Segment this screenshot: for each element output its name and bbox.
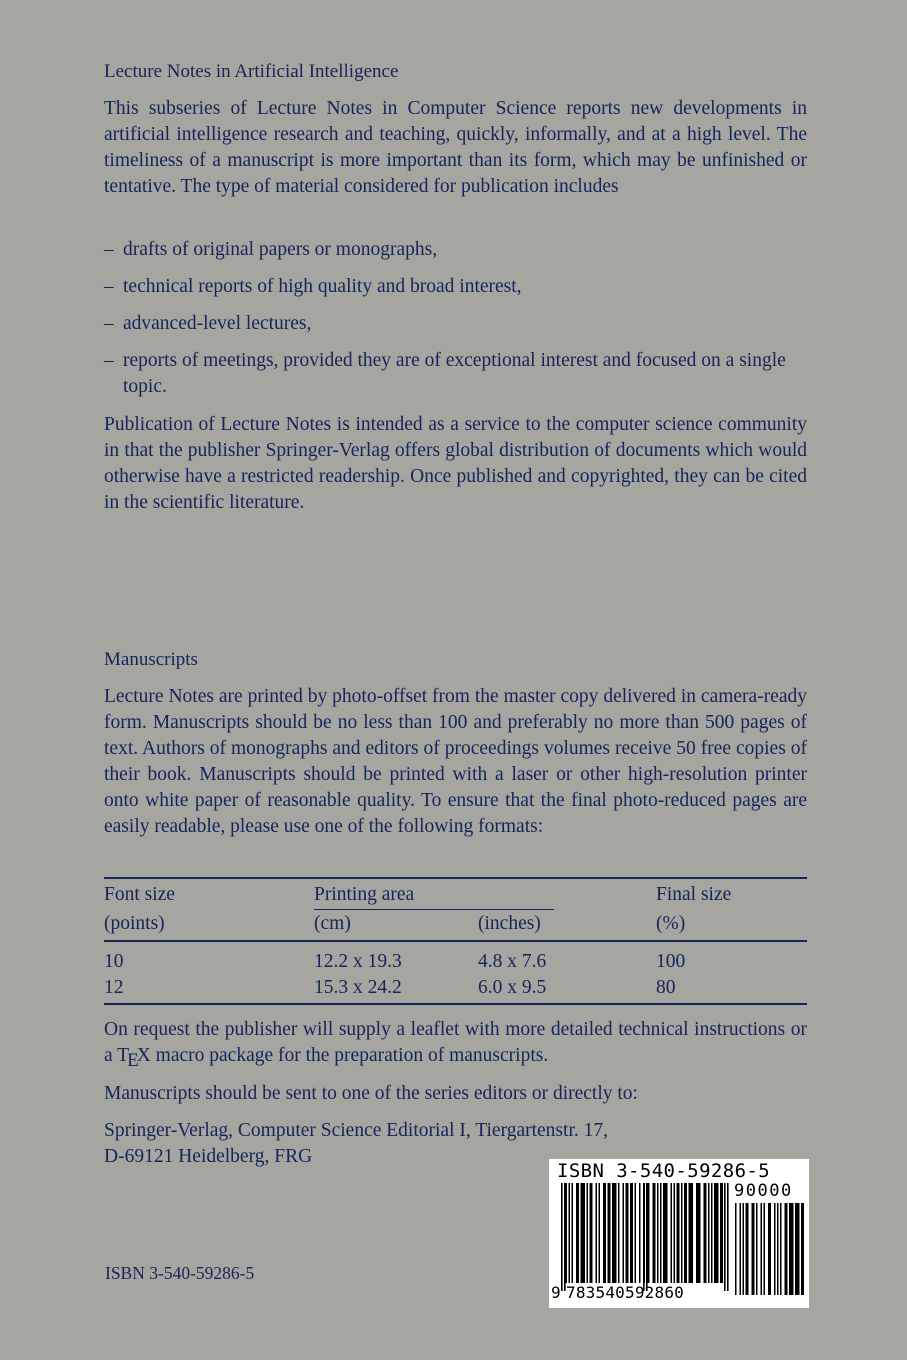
table-cell-cm: 15.3 x 24.2 <box>314 977 402 998</box>
barcode-price-code: 90000 <box>734 1181 793 1201</box>
barcode-bar <box>590 1183 593 1283</box>
barcode-bar <box>768 1203 771 1295</box>
table-header-font-size: Font size <box>104 884 175 905</box>
barcode-bar <box>623 1183 625 1283</box>
table-header-inches: (inches) <box>478 913 541 934</box>
table-cell-points: 12 <box>104 977 124 998</box>
barcode-bar <box>746 1203 749 1295</box>
manuscripts-title: Manuscripts <box>104 649 198 670</box>
barcode-bar <box>581 1183 586 1283</box>
barcode-bar <box>714 1183 719 1283</box>
barcode-bar <box>608 1183 611 1283</box>
barcode-bar <box>740 1203 742 1295</box>
table-cell-percent: 80 <box>656 977 676 998</box>
barcode-bar <box>761 1203 763 1295</box>
table-cell-inches: 6.0 x 9.5 <box>478 977 547 998</box>
barcode-bar <box>777 1203 779 1295</box>
barcode-bar <box>603 1183 606 1283</box>
barcode-bar <box>663 1183 668 1283</box>
manuscripts-paragraph: Lecture Notes are printed by photo-offset from the master copy delivered in camera-ready form. Manuscripts should be no less than 100 and preferably no more than 500 pages of text. Authors of monographs and editors of proceedings volumes receive 50 free copies of their book. Manuscripts should be printed with a laser or other high-resolution printer onto white paper of reasonable quality. To ensure that the final photo-reduced pages are easily readable, please use one of the following formats: <box>104 686 807 837</box>
barcode-bar <box>720 1183 723 1283</box>
barcode-guard-bar <box>646 1183 648 1291</box>
barcode-bar <box>764 1203 766 1295</box>
table-header-rule <box>104 940 807 942</box>
table-top-rule <box>104 877 807 879</box>
barcode-bar <box>653 1183 656 1283</box>
barcode-guard-bar <box>724 1183 726 1291</box>
leaflet-paragraph: On request the publisher will supply a leaflet with more detailed technical instructions or a TEX macro package for the preparation of manuscripts. <box>104 1019 807 1071</box>
barcode-bar <box>572 1183 574 1283</box>
barcode-bar <box>681 1183 683 1283</box>
barcode-bar <box>587 1183 589 1283</box>
barcode-bar <box>635 1183 637 1283</box>
barcode-bar <box>566 1183 568 1283</box>
barcode-isbn-label: ISBN 3-540-59286-5 <box>557 1160 771 1182</box>
barcode-bar <box>785 1203 788 1295</box>
table-cell-points: 10 <box>104 951 124 972</box>
barcode-bar <box>689 1183 694 1283</box>
barcode-bar <box>657 1183 659 1283</box>
table-header-final-size: Final size <box>656 884 732 905</box>
barcode-bar <box>774 1203 776 1295</box>
barcode-bar <box>756 1203 758 1295</box>
barcode-bar <box>752 1203 755 1295</box>
barcode-bar <box>735 1203 737 1295</box>
table-cell-percent: 100 <box>656 951 686 972</box>
barcode-bar <box>639 1183 641 1283</box>
barcode-bar <box>711 1183 713 1283</box>
list-item: – technical reports of high quality and broad interest, <box>104 276 522 297</box>
barcode-bar <box>569 1183 571 1283</box>
barcode-guard-bar <box>561 1183 563 1291</box>
barcode-bar <box>684 1183 687 1283</box>
barcode-guard-bar <box>727 1183 729 1291</box>
address-line-2: D-69121 Heidelberg, FRG <box>104 1146 313 1167</box>
series-title: Lecture Notes in Artificial Intelligence <box>104 61 399 82</box>
address-line-1: Springer-Verlag, Computer Science Editorial I, Tiergartenstr. 17, <box>104 1120 608 1141</box>
barcode-bar <box>618 1183 620 1283</box>
barcode-bar <box>612 1183 617 1283</box>
barcode-guard-bar <box>643 1183 645 1291</box>
barcode-bar <box>708 1183 710 1283</box>
barcode-bar <box>660 1183 662 1283</box>
barcode-bar <box>599 1183 601 1283</box>
series-intro: This subseries of Lecture Notes in Computer Science reports new developments in artificial intelligence research and teaching, quickly, informally, and at a high level. The timeliness of a manuscript is more important than its form, which may be unfinished or tentative. The type of material considered for publication includes <box>104 98 807 197</box>
barcode-ean-digits: 783540592860 <box>566 1283 684 1302</box>
barcode-bar <box>674 1183 676 1283</box>
barcode-ean-lead-digit: 9 <box>551 1283 561 1302</box>
list-item: – drafts of original papers or monographs, <box>104 239 438 260</box>
barcode-bar <box>795 1203 800 1295</box>
table-cell-inches: 4.8 x 7.6 <box>478 951 547 972</box>
barcode-bar <box>789 1203 794 1295</box>
table-header-points: (points) <box>104 913 165 934</box>
material-list <box>104 237 807 411</box>
barcode-guard-bar <box>564 1183 566 1291</box>
barcode-bar <box>596 1183 598 1283</box>
barcode-bar <box>671 1183 673 1283</box>
publication-paragraph: Publication of Lecture Notes is intended as a service to the computer science community in that the publisher Springer-Verlag offers global distribution of documents which would otherwise have a restricted readership. Once published and copyrighted, they can be cited in the scientific literature. <box>104 414 807 513</box>
barcode-bar <box>743 1203 745 1295</box>
isbn-number: ISBN 3-540-59286-5 <box>105 1263 255 1283</box>
table-bottom-rule <box>104 1003 807 1005</box>
send-to-line: Manuscripts should be sent to one of the series editors or directly to: <box>104 1083 638 1104</box>
barcode-bar <box>696 1183 701 1283</box>
list-item: – advanced-level lectures, <box>104 313 312 334</box>
barcode-bar <box>780 1203 782 1295</box>
table-header-cm: (cm) <box>314 913 351 934</box>
list-item: – reports of meetings, provided they are of exceptional interest and focused on a single topic. <box>104 350 786 397</box>
table-header-printing-area: Printing area <box>314 884 415 905</box>
tex-logo-e: E <box>127 1050 139 1071</box>
barcode-bar <box>801 1203 804 1295</box>
barcode-bar <box>576 1183 579 1283</box>
barcode-bar <box>626 1183 629 1283</box>
barcode-bar <box>704 1183 707 1283</box>
barcode-bar <box>677 1183 680 1283</box>
barcode-bar <box>630 1183 633 1283</box>
table-header-percent: (%) <box>656 913 686 934</box>
table-cell-cm: 12.2 x 19.3 <box>314 951 402 972</box>
isbn-barcode <box>549 1159 809 1308</box>
table-sub-rule <box>314 909 554 910</box>
